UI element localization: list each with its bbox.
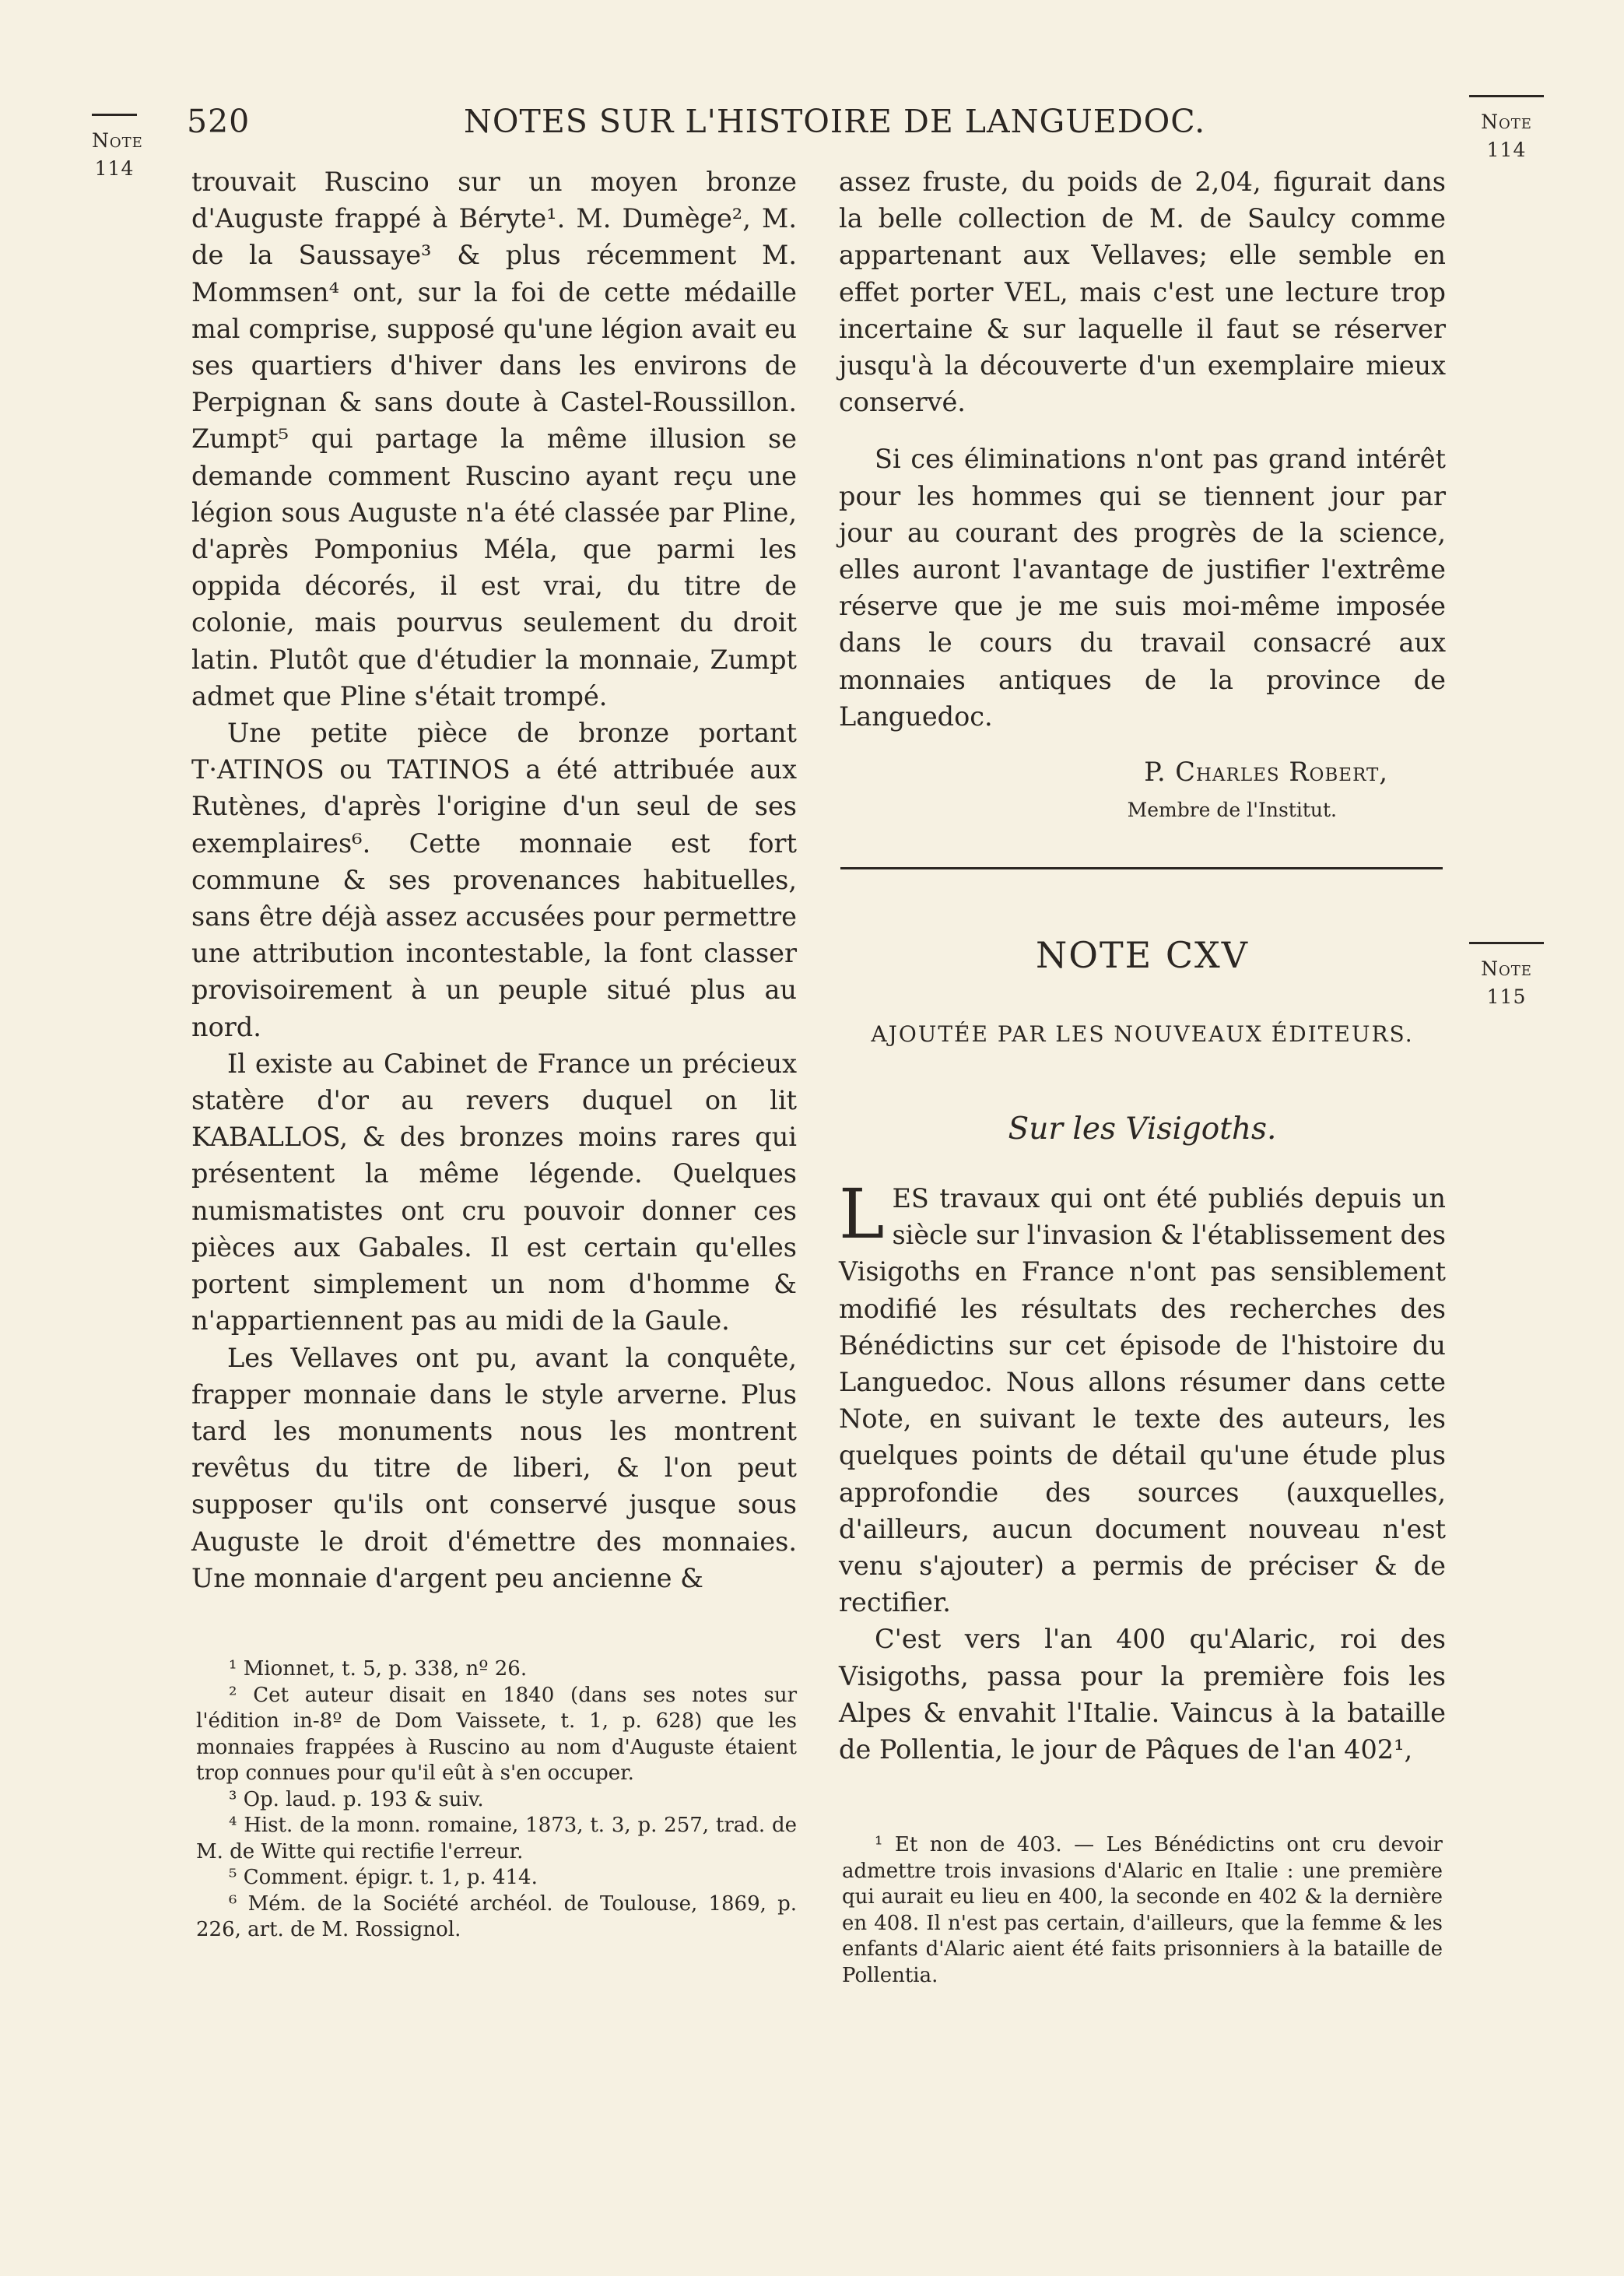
drop-cap: L [839,1174,885,1254]
margin-rule [92,114,137,116]
section-divider [840,867,1443,869]
margin-note-number: 114 [1486,139,1527,162]
page-number: 520 [187,103,251,140]
footnote: ¹ Mionnet, t. 5, p. 338, nº 26. [229,1657,528,1681]
left-column [191,163,797,1596]
paragraph: ES travaux qui ont été publiés depuis un siècle sur l'invasion & l'établissement des Visigoths en France n'ont pas sensiblement modifié les résultats des recherches des Bénédictins sur cet épisode de l'histoire du Languedoc. Nous allons résumer dans cette Note, en suivant le texte des auteurs, les quelques points de détail qu'une étude plus approfondie des sources (auxquelles, d'ailleurs, aucun document nouveau n'est venu s'ajouter) a permis de préciser & de rectifier. [839,1183,1446,1618]
paragraph: Il existe au Cabinet de France un précieux statère d'or au revers duquel on lit KABALLOS, & des bronzes moins rares qui présentent la même légende. Quelques numismatistes ont cru pouvoir donner ces pièces aux Gabales. Il est certain qu'elles portent simplement un nom d'homme & n'appartiennent pas au midi de la Gaule. [191,1048,797,1336]
footnote: ⁶ Mém. de la Société archéol. de Toulouse, 1869, p. 226, art. de M. Rossignol. [196,1891,797,1941]
footnote: ¹ Et non de 403. — Les Bénédictins ont cru devoir admettre trois invasions d'Alaric en Italie : une première qui aurait eu lieu en 400, la seconde en 402 & la dernière en 408. Il n'est pas certain, d'ailleurs, que la femme & les enfants d'Alaric aient été faits prisonniers à la bataille de Pollentia. [842,1833,1443,1987]
footnote: ² Cet auteur disait en 1840 (dans ses notes sur l'édition in-8º de Dom Vaissete, t. 1, p. 628) que les monnaies frappées à Ruscino au nom d'Auguste étaient trop connues pour qu'il eût à s'en occuper. [196,1683,797,1785]
margin-note-left-114 [92,114,143,184]
note-subtitle: AJOUTÉE PAR LES NOUVEAUX ÉDITEURS. [871,1021,1414,1047]
signature-title: Membre de l'Institut. [1127,799,1337,821]
paragraph: Les Vellaves ont pu, avant la conquête, frapper monnaie dans le style arverne. Plus tard les monuments nous les montrent revêtus du titre de liberi, & l'on peut supposer qu'ils ont conservé jusque sous Auguste le droit d'émettre des monnaies. Une monnaie d'argent peu ancienne & [191,1342,797,1593]
right-footnotes [842,1832,1443,1989]
paragraph: C'est vers l'an 400 qu'Alaric, roi des Visigoths, passa pour la première fois les Alpes & envahit l'Italie. Vaincus à la bataille de Pollentia, le jour de Pâques de l'an 402¹, [839,1624,1446,1765]
paragraph: assez fruste, du poids de 2,04, figurait dans la belle collection de M. de Saulcy comme appartenant aux Vellaves; elle semble en effet porter VEL, mais c'est une lecture trop incertaine & sur laquelle il faut se réserver jusqu'à la découverte d'un exemplaire mieux conservé. [839,167,1446,418]
footnote: ³ Op. laud. p. 193 & suiv. [229,1787,484,1811]
paragraph: trouvait Ruscino sur un moyen bronze d'Auguste frappé à Béryte¹. M. Dumège², M. de la Saussaye³ & plus récemment M. Mommsen⁴ ont, sur la foi de cette médaille mal comprise, supposé qu'une légion avait eu ses quartiers d'hiver dans les environs de Perpignan & sans doute à Castel-Roussillon. Zumpt⁵ qui partage la même illusion se demande comment Ruscino ayant reçu une légion sous Auguste n'a été classée par Pline, d'après Pomponius Méla, que parmi les oppida décorés, il est vrai, du titre de colonie, mais pourvus seulement du droit latin. Plutôt que d'étudier la monnaie, Zumpt admet que Pline s'était trompé. [191,167,797,711]
margin-note-label: Note [1481,957,1532,980]
margin-note-number: 114 [94,157,135,181]
margin-note-label: Note [1481,111,1532,133]
running-title: NOTES SUR L'HISTOIRE DE LANGUEDOC. [464,103,1206,140]
right-column-top [839,163,1446,735]
paragraph: Une petite pièce de bronze portant T·ATINOS ou TATINOS a été attribuée aux Rutènes, d'après l'origine d'un seul de ses exemplaires⁶. Cette monnaie est fort commune & ses provenances habituelles, sans être déjà assez accusées pour permettre une attribution incontestable, la font classer provisoirement à un peuple situé plus au nord. [191,718,797,1042]
margin-note-label: Note [92,129,143,152]
margin-note-number: 115 [1486,985,1527,1009]
margin-note-right-115 [1469,942,1544,1012]
note-heading: Sur les Visigoths. [1008,1112,1277,1147]
margin-rule [1469,942,1544,944]
margin-rule [1469,95,1544,97]
note-title: NOTE CXV [1035,934,1249,976]
left-footnotes [196,1656,797,1944]
footnote: ⁵ Comment. épigr. t. 1, p. 414. [229,1866,538,1889]
margin-note-right-114 [1469,95,1544,165]
footnote: ⁴ Hist. de la monn. romaine, 1873, t. 3, p. 257, trad. de M. de Witte qui rectifie l'erreur. [196,1814,797,1863]
signature: P. Charles Robert, [1144,757,1388,787]
right-column-note [839,1174,1446,1768]
paragraph: Si ces éliminations n'ont pas grand intérêt pour les hommes qui se tiennent jour par jour au courant des progrès de la science, elles auront l'avantage de justifier l'extrême réserve que je me suis moi-même imposée dans le cours du travail consacré aux monnaies antiques de la province de Languedoc. [839,444,1446,732]
